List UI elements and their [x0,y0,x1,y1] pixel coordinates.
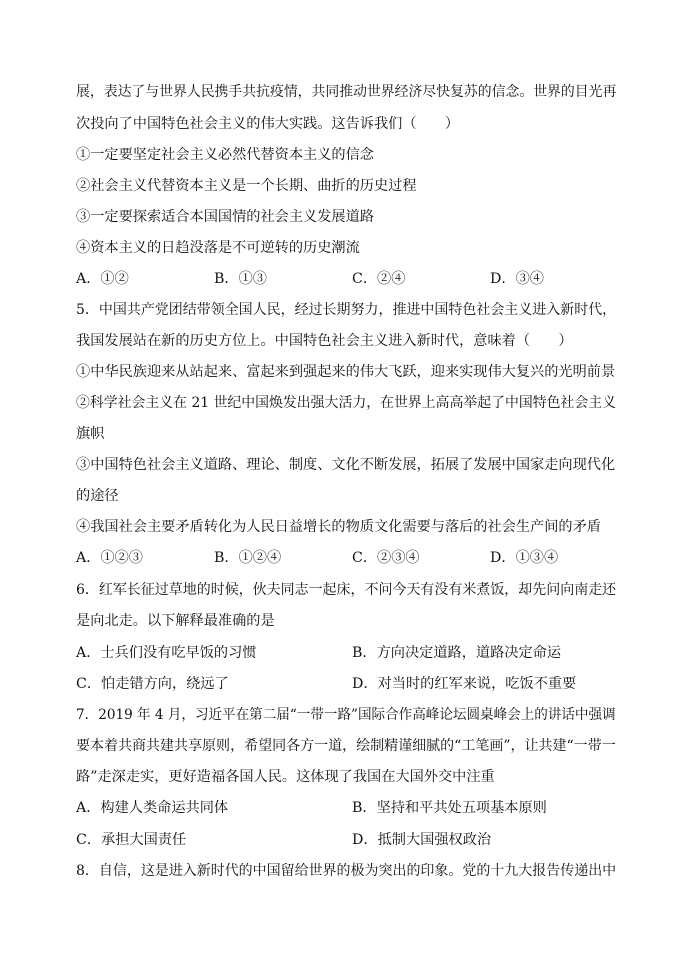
q7-option-c: C．承担大国责任 [76,832,187,848]
q7-option-b: B．坚持和平共处五项基本原则 [352,800,547,816]
q5-text-line: 5．中国共产党团结带领全国人民，经过长期努力，推进中国特色社会主义进入新时代， [76,302,617,318]
q4-text-line: 次投向了中国特色社会主义的伟大实践。这告诉我们（ ） [76,116,460,132]
q6-option-b: B．方向决定道路，道路决定命运 [352,645,562,661]
q5-option-c: C．②③④ [352,550,420,566]
q8-text-line: 8．自信，这是进入新时代的中国留给世界的极为突出的印象。党的十九大报告传递出中 [76,863,617,879]
q6-option-d: D．对当时的红军来说，吃饭不重要 [352,676,577,692]
q5-statement-2: ②科学社会主义在 21 世纪中国焕发出强大活力，在世界上高高举起了中国特色社会主义 [76,395,617,411]
q4-statement-2: ②社会主义代替资本主义是一个长期、曲折的历史过程 [76,178,417,194]
q7-option-a: A．构建人类命运共同体 [76,800,229,816]
q6-option-a: A．士兵们没有吃早饭的习惯 [76,645,257,661]
q4-statement-3: ③一定要探索适合本国国情的社会主义发展道路 [76,209,374,225]
q7-text-line: 要本着共商共建共享原则，希望同各方一道，绘制精谨细腻的“工笔画”，让共建“一带一 [76,738,616,754]
q6-text-line: 6．红军长征过草地的时候，伙夫同志一起床，不问今天有没有米煮饭，却先问向南走还 [76,582,617,598]
q7-text-line: 路”走深走实，更好造福各国人民。这体现了我国在大国外交中注重 [76,769,495,785]
q5-option-d: D．①③④ [490,550,559,566]
q5-statement-2-cont: 旗帜 [76,426,105,442]
q4-option-a: A．①② [76,271,129,287]
q5-statement-3: ③中国特色社会主义道路、理论、制度、文化不断发展，拓展了发展中国家走向现代化 [76,457,616,473]
q5-option-a: A．①②③ [76,550,143,566]
q6-option-c: C．怕走错方向，绕远了 [76,676,229,692]
q5-statement-4: ④我国社会主要矛盾转化为人民日益增长的物质文化需要与落后的社会生产间的矛盾 [76,519,601,535]
q4-option-c: C．②④ [352,271,406,287]
q7-option-d: D．抵制大国强权政治 [352,832,492,848]
q4-text-line: 展，表达了与世界人民携手共抗疫情，共同推动世界经济尽快复苏的信念。世界的目光再 [76,84,617,100]
q4-option-d: D．③④ [490,271,544,287]
q5-statement-3-cont: 的途径 [76,488,119,504]
q4-statement-4: ④资本主义的日趋没落是不可逆转的历史潮流 [76,240,360,256]
q5-option-b: B．①②④ [214,550,282,566]
q6-text-line: 是向北走。以下解释最准确的是 [76,613,275,629]
q4-option-b: B．①③ [214,271,267,287]
q7-text-line: 7．2019 年 4 月，习近平在第二届“一带一路”国际合作高峰论坛圆桌峰会上的讲话中强调 [76,707,616,723]
q5-statement-1: ①中华民族迎来从站起来、富起来到强起来的伟大飞跃，迎来实现伟大复兴的光明前景 [76,364,616,380]
q5-text-line: 我国发展站在新的历史方位上。中国特色社会主义进入新时代，意味着（ ） [76,333,573,349]
q4-statement-1: ①一定要坚定社会主义必然代替资本主义的信念 [76,147,374,163]
